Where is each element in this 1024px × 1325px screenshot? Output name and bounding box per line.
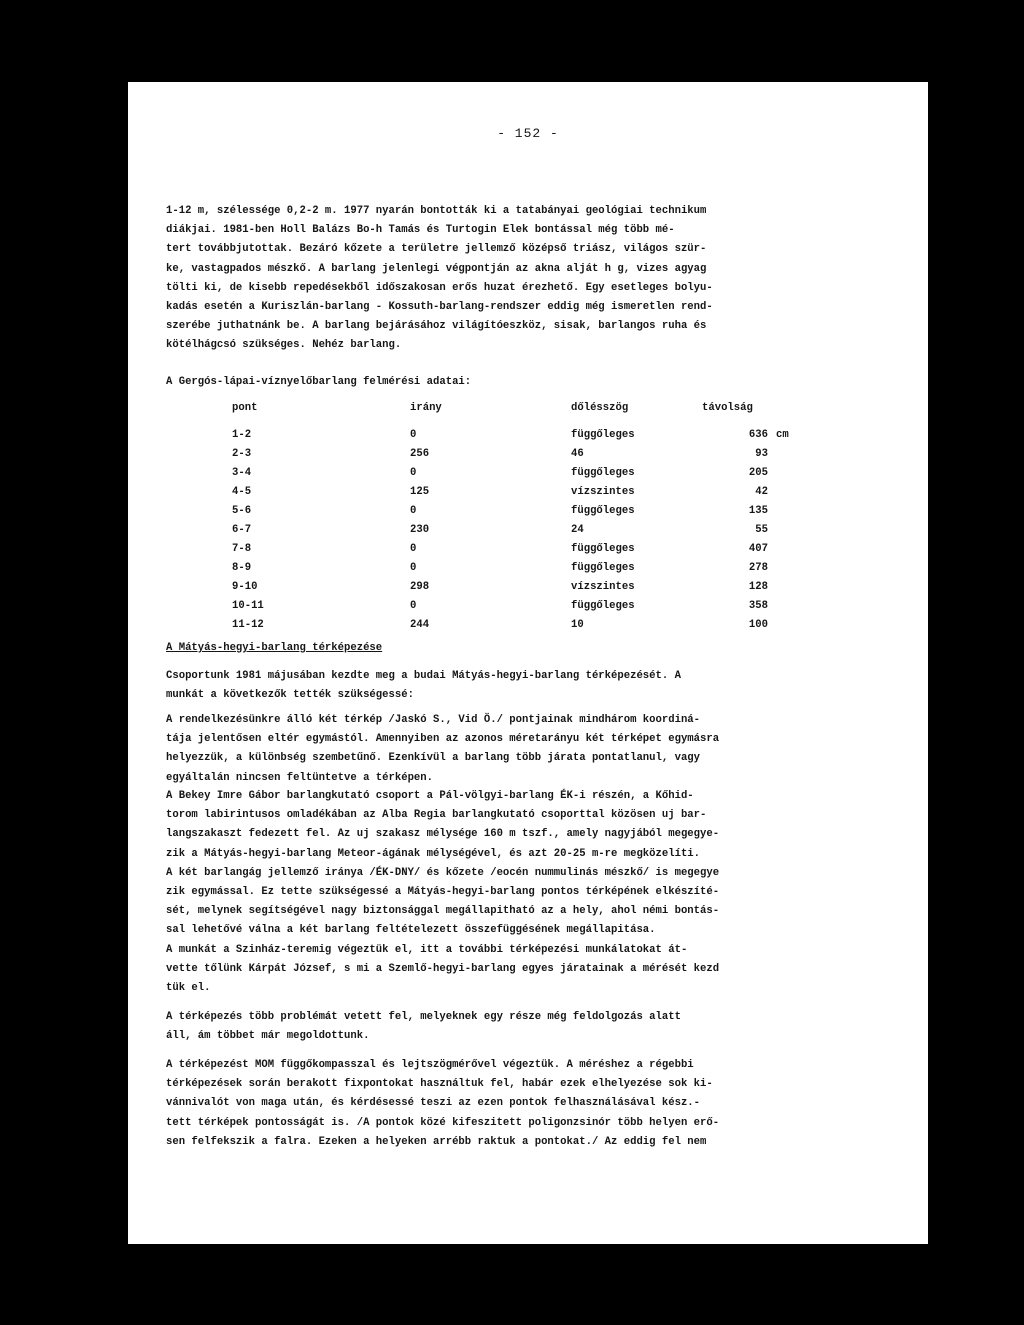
cell-doles: 10 (571, 619, 584, 631)
text-line: szerébe juthatnánk be. A barlang bejárásához világítóeszköz, sisak, barlangos ruha és (166, 320, 707, 333)
table-row (128, 619, 928, 638)
survey-table-header (128, 402, 928, 421)
cell-irany: 230 (410, 524, 430, 536)
paragraph-2 (166, 711, 846, 788)
table-row (128, 429, 928, 448)
cell-doles: függőleges (571, 429, 635, 441)
cell-tavolsag: 205 (748, 467, 768, 479)
paragraph-5 (166, 1008, 846, 1046)
text-line: vánnivalót von maga után, és kérdésessé teszi az ezen pontok felhasználásával kész.- (166, 1097, 701, 1110)
text-line: egyáltalán nincsen feltüntetve a térképen. (166, 771, 434, 784)
text-line: A térképezés több problémát vetett fel, melyeknek egy része még feldolgozás alatt (166, 1011, 681, 1023)
table-row (128, 562, 928, 581)
text-line: A rendelkezésünkre álló két térkép /Jaskó S., Vid Ö./ pontjainak mindhárom koordiná- (166, 714, 701, 726)
page-number: - 152 - (497, 126, 559, 141)
cell-pont: 7-8 (232, 543, 252, 555)
header-doles: dőlésszög (571, 402, 629, 414)
text-line: sal lehetővé válna a két barlang feltételezett összefüggésének megállapitása. (166, 924, 656, 937)
cell-pont: 2-3 (232, 448, 252, 460)
text-line: tája jelentősen eltér egymástól. Amennyiben az azonos méretarányu két térképet egymásra (166, 733, 720, 746)
unit-label: cm (776, 429, 789, 441)
cell-pont: 3-4 (232, 467, 252, 479)
cell-irany: 0 (410, 543, 417, 555)
text-line: tük el. (166, 982, 211, 995)
text-line: A térképezést MOM függőkompasszal és lejtszögmérővel végeztük. A méréshez a régebbi (166, 1059, 694, 1071)
text-line: torom labirintusos omladékában az Alba Regia barlangkutató csoporttal közösen uj bar- (166, 809, 707, 822)
cell-pont: 9-10 (232, 581, 258, 593)
text-line: kötélhágcsó szükséges. Nehéz barlang. (166, 339, 402, 352)
cell-tavolsag: 278 (748, 562, 768, 574)
text-line: 1-12 m, szélessége 0,2-2 m. 1977 nyarán bontották ki a tatabányai geológiai technikum (166, 205, 707, 217)
cell-tavolsag: 42 (755, 486, 768, 498)
text-line: tert továbbjutottak. Bezáró kőzete a területre jellemző középső triász, világos szür- (166, 243, 707, 256)
text-line: helyezzük, a különbség szembetűnő. Ezenkívül a barlang több járata pontatlanul, vagy (166, 752, 701, 765)
text-line: térképezések során berakott fixpontokat használtuk fel, habár ezek elhelyezése sok ki- (166, 1078, 713, 1091)
cell-doles: 46 (571, 448, 584, 460)
cell-pont: 5-6 (232, 505, 252, 517)
cell-tavolsag: 93 (755, 448, 768, 460)
cell-irany: 244 (410, 619, 430, 631)
header-irany: irány (410, 402, 442, 414)
text-line: vette tőlünk Kárpát József, s mi a Szemlő-hegyi-barlang egyes járatainak a mérését kezd (166, 963, 720, 976)
table-row (128, 486, 928, 505)
text-line: tölti ki, de kisebb repedésekből időszakosan erős huzat érezhető. Egy esetleges bolyu- (166, 281, 713, 294)
cell-doles: függőleges (571, 467, 635, 479)
cell-irany: 0 (410, 600, 417, 612)
cell-irany: 256 (410, 448, 430, 460)
text-line: A munkát a Szinház-teremig végeztük el, itt a további térképezési munkálatokat át- (166, 944, 688, 956)
cell-doles: függőleges (571, 543, 635, 555)
paragraph-1 (166, 667, 846, 705)
cell-tavolsag: 100 (748, 619, 768, 631)
text-line: munkát a következők tették szükségessé: (166, 689, 414, 702)
text-line: Csoportunk 1981 májusában kezdte meg a budai Mátyás-hegyi-barlang térképezését. A (166, 670, 681, 682)
cell-tavolsag: 358 (748, 600, 768, 612)
text-line: A Bekey Imre Gábor barlangkutató csoport a Pál-völgyi-barlang ÉK-i részén, a Kőhid- (166, 790, 694, 802)
paragraph-6 (166, 1056, 846, 1152)
cell-tavolsag: 128 (748, 581, 768, 593)
cell-tavolsag: 407 (748, 543, 768, 555)
text-line: diákjai. 1981-ben Holl Balázs Bo-h Tamás és Turtogin Elek bontással még több mé- (166, 224, 675, 237)
table-row (128, 524, 928, 543)
cell-irany: 125 (410, 486, 430, 498)
cell-pont: 10-11 (232, 600, 264, 612)
cell-tavolsag: 636 (748, 429, 768, 441)
text-line: langszakaszt fedezett fel. Az uj szakasz mélysége 160 m tszf., amely nagyjából megegye- (166, 828, 720, 841)
cell-doles: vízszintes (571, 581, 635, 593)
header-pont: pont (232, 402, 258, 414)
text-line: sét, melynek segítségével nagy biztonsággal megállapitható az a hely, ahol némi bontás- (166, 905, 720, 918)
table-row (128, 467, 928, 486)
text-line: sen felfekszik a falra. Ezeken a helyeken arrébb raktuk a pontokat./ Az eddig fel nem (166, 1135, 707, 1148)
table-row (128, 543, 928, 562)
text-line: áll, ám többet már megoldottunk. (166, 1030, 370, 1043)
cell-irany: 298 (410, 581, 430, 593)
cell-tavolsag: 55 (755, 524, 768, 536)
cell-doles: függőleges (571, 600, 635, 612)
text-line: ke, vastagpados mészkő. A barlang jelenlegi végpontján az akna alját h g, vizes agyag (166, 262, 707, 275)
cell-irany: 0 (410, 467, 417, 479)
paragraph-4 (166, 941, 846, 999)
cell-tavolsag: 135 (748, 505, 768, 517)
intro-paragraph (166, 202, 846, 356)
header-tavolsag: távolság (702, 402, 753, 414)
cell-pont: 8-9 (232, 562, 252, 574)
cell-pont: 6-7 (232, 524, 252, 536)
survey-table (128, 402, 928, 631)
cell-pont: 11-12 (232, 619, 264, 631)
text-line: tett térképek pontosságát is. /A pontok közé kifeszitett poligonzsinór több helyen erő- (166, 1116, 720, 1129)
table-row (128, 600, 928, 619)
cell-irany: 0 (410, 429, 417, 441)
table-row (128, 448, 928, 467)
paragraph-3 (166, 787, 846, 941)
survey-title: A Gergós-lápai-víznyelőbarlang felmérési adatai: (166, 376, 472, 388)
survey-table-body (128, 429, 928, 638)
text-line: zik a Mátyás-hegyi-barlang Meteor-ágának mélységével, és azt 20-25 m-re megközelíti. (166, 847, 701, 860)
cell-irany: 0 (410, 505, 417, 517)
text-line: zik egymással. Ez tette szükségessé a Mátyás-hegyi-barlang pontos térképének elkészíté- (166, 886, 720, 899)
cell-doles: 24 (571, 524, 584, 536)
table-row (128, 581, 928, 600)
cell-pont: 1-2 (232, 429, 252, 441)
cell-doles: vízszintes (571, 486, 635, 498)
cell-doles: függőleges (571, 505, 635, 517)
cell-pont: 4-5 (232, 486, 252, 498)
section-title: A Mátyás-hegyi-barlang térképezése (166, 642, 383, 654)
document-page (128, 82, 928, 1244)
text-line: kadás esetén a Kuriszlán-barlang - Kossuth-barlang-rendszer eddig még ismeretlen rend- (166, 301, 713, 314)
cell-irany: 0 (410, 562, 417, 574)
table-row (128, 505, 928, 524)
cell-doles: függőleges (571, 562, 635, 574)
text-line: A két barlangág jellemző iránya /ÉK-DNY/ és kőzete /eocén nummulinás mészkő/ is megegye (166, 866, 720, 879)
